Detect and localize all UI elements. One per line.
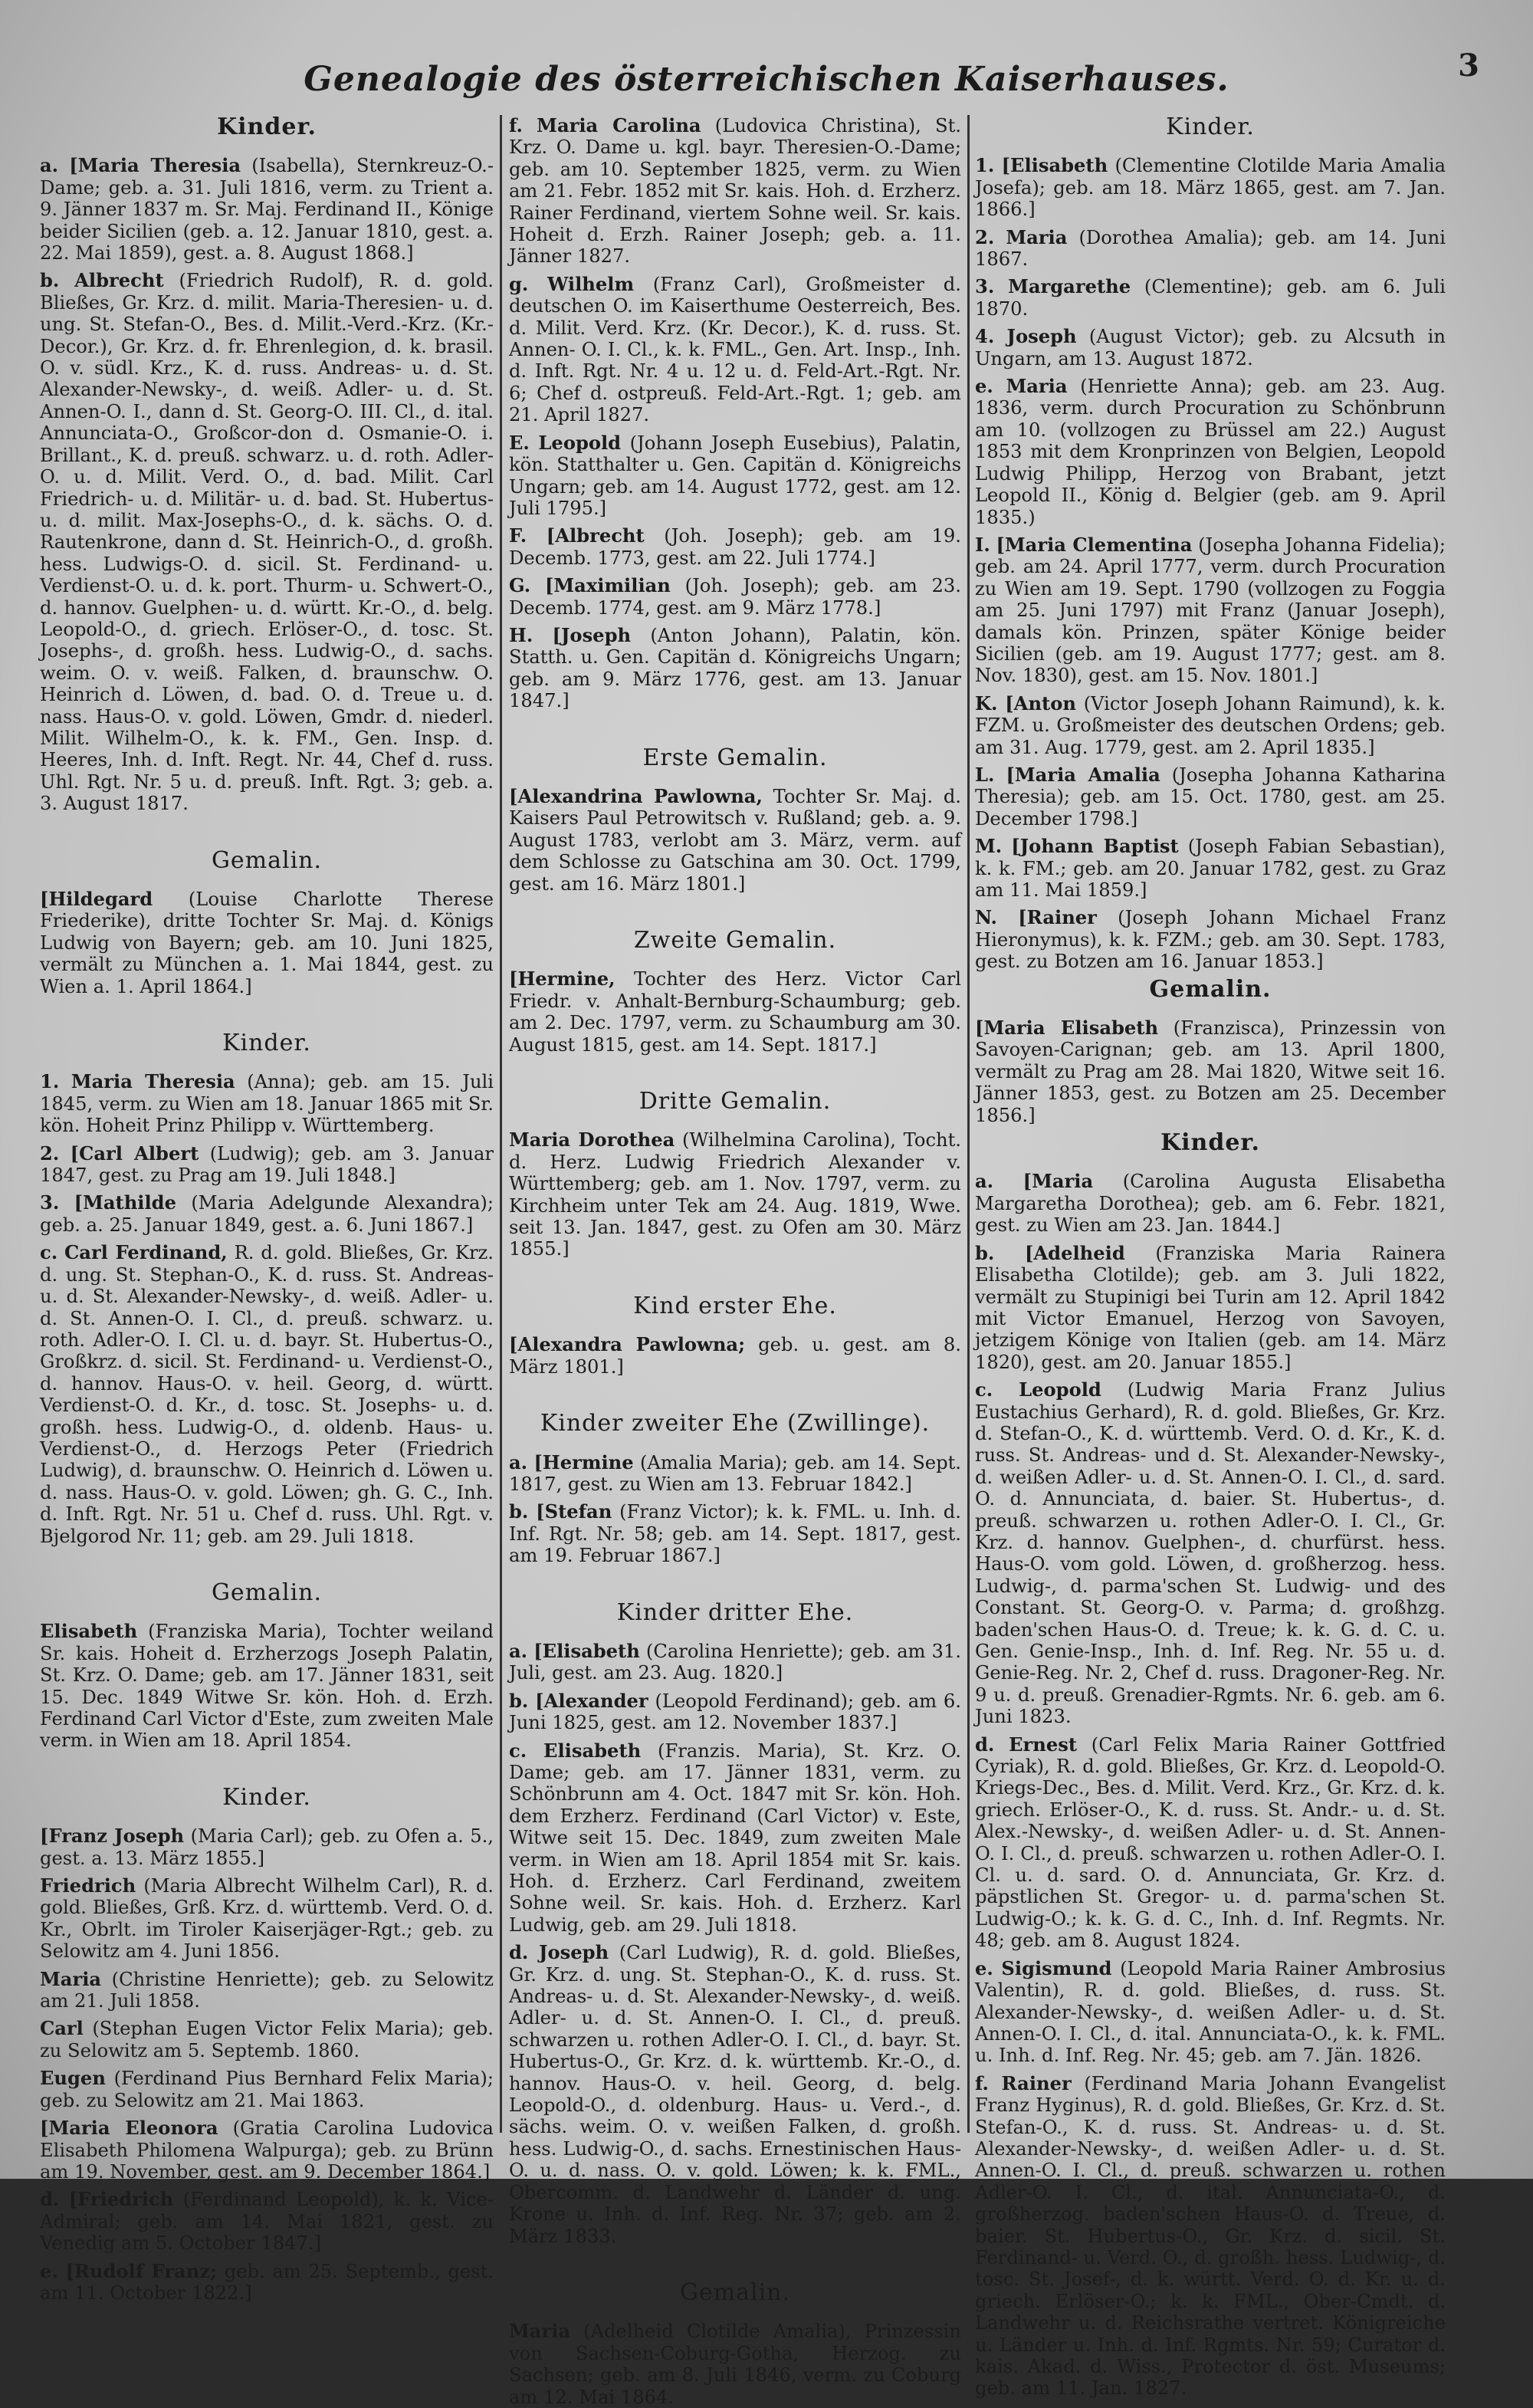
entry-name: Maria <box>40 1967 102 1990</box>
genealogy-entry <box>975 2073 1446 2400</box>
section-heading: Gemalin. <box>1149 975 1272 1003</box>
genealogy-entry <box>975 276 1446 320</box>
entry-name: Eugen <box>40 2067 106 2090</box>
entry-label: 1. <box>40 1070 60 1093</box>
genealogy-entry <box>975 693 1446 758</box>
entry-name: [Maria Eleonora <box>40 2117 218 2140</box>
entry-name: [Rainer <box>1018 906 1097 929</box>
entry-text: (Amalia Maria); geb. am 14. Sept. 1817, gest. zu Wien am 13. Februar 1842.] <box>509 1451 961 1495</box>
entry-text: Tochter des Herz. Victor Carl Friedr. v. Anhalt-Bernburg-Schaumburg; geb. am 2. Dec. 1797, verm. zu Schaumburg am 30. August 1815, gest. am 14. Sept. 1817.] <box>509 968 961 1056</box>
entry-text: (Franzisca), Prinzessin von Savoyen-Carignan; geb. am 13. April 1800, vermält zu Prag am 28. Mai 1820, Witwe seit 16. Jänner 1853, gest. zu Botzen am 25. December 1856.] <box>975 1017 1446 1126</box>
entry-text: (Anton Johann), Palatin, kön. Statth. u. Gen. Capitän d. Königreichs Ungarn; geb. am 9. März 1776, gest. am 13. Januar 1847.] <box>509 624 961 712</box>
entry-name: [Hildegard <box>40 888 153 910</box>
section-heading: Kinder. <box>1166 113 1255 140</box>
entry-label: 2. <box>975 225 995 248</box>
entry-text: (Ludwig Maria Franz Julius Eustachius Gerhard), R. d. gold. Bließes, Gr. Krz. d. Stefan-O., K. d. württemb. Verd. O. d. Kr., K. d. russ. St. Andreas- und d. St. Alexander-Newsky-, d. weißen Adler- u. d. St. Annen-O. I. Cl., d. sard. O. d. Annunciata, d. baier. St. Hubertus-, d. preuß. schwarzen u. rothen Adler-O. I. Cl., Gr. Krz. d. hannov. Guelphen-, d. churfürst. hess. Haus-O. vom gold. Löwen, d. großherzog. hess. Ludwig-, d. parma'schen St. Ludwig- und des Constant. St. Georg-O. v. Parma; d. großhzg. baden'schen Haus-O. d. Treue; k. k. G. d. C. u. Gen. Genie-Insp., Inh. d. Inf. Reg. Nr. 55 u. d. Genie-Reg. Nr. 2, Chef d. russ. Dragoner-Reg. Nr. 9 u. d. preuß. Grenadier-Rgmts. Nr. 6. geb. am 6. Juni 1823. <box>975 1379 1446 1728</box>
entry-name: [Friedrich <box>68 2188 174 2211</box>
genealogy-entry <box>975 836 1446 901</box>
entry-label: d. <box>975 1733 995 1756</box>
entry-text: (Anna); geb. am 15. Juli 1845, verm. zu Wien am 18. Januar 1865 mit Sr. kön. Hoheit Prinz Philipp v. Württemberg. <box>40 1071 494 1137</box>
genealogy-entry <box>509 1942 961 2247</box>
section-heading: Kinder. <box>222 1030 311 1057</box>
entry-label: b. <box>40 269 60 292</box>
entry-name: Elisabeth <box>40 1620 138 1643</box>
entry-text: (Franz Carl), Großmeister d. deutschen O. im Kaiserthume Oesterreich, Bes. d. Milit. Verd. Krz. (Kr. Decor.), K. d. russ. St. Annen- O. I. Cl., k. k. FML., Gen. Art. Insp., Inh. d. Inft. Rgt. Nr. 4 u. 12 u. d. Feld-Art.-Rgt. Nr. 6; Chef d. ostpreuß. Feld-Art.-Rgt. 1; geb. am 21. April 1827. <box>509 273 961 426</box>
entry-name: Joseph <box>1006 325 1077 348</box>
entry-text: (Christine Henriette); geb. zu Selowitz am 21. Juli 1858. <box>40 1968 494 2012</box>
entry-label: I. <box>975 533 990 556</box>
entry-text: (Maria Carl); geb. zu Ofen a. 5., gest. a. 13. März 1855.] <box>40 1825 494 1869</box>
entry-label: f. <box>509 114 523 136</box>
entry-name: [Anton <box>1005 692 1076 715</box>
page-title: Genealogie des österreichischen Kaiserhauses. <box>304 60 1229 99</box>
entry-name: Margarethe <box>1008 275 1131 298</box>
genealogy-entry <box>509 274 961 426</box>
entry-text: Tochter Sr. Maj. d. Kaisers Paul Petrowitsch v. Rußland; geb. a. 9. August 1783, verlobt am 3. März, verm. auf dem Schlosse zu Gatschina am 30. Oct. 1799, gest. am 16. März 1801.] <box>509 785 961 895</box>
genealogy-entry <box>40 2117 494 2183</box>
entry-name: Maria <box>1006 375 1068 398</box>
entry-text: (Joseph Johann Michael Franz Hieronymus), k. k. FZM.; geb. am 30. Sept. 1783, gest. zu Botzen am 16. Januar 1853.] <box>975 907 1446 973</box>
entry-text: (Josepha Johanna Katharina Theresia); geb. am 15. Oct. 1780, gest. am 25. December 1798.] <box>975 764 1446 829</box>
genealogy-entry <box>975 376 1446 528</box>
entry-name: Rainer <box>1001 2071 1072 2094</box>
genealogy-entry <box>509 625 961 712</box>
section-heading: Kinder zweiter Ehe (Zwillinge). <box>540 1410 931 1437</box>
entry-name: Leopold <box>1019 1378 1101 1401</box>
genealogy-entry <box>40 1825 494 1869</box>
entry-name: Sigismund <box>1001 1956 1112 1979</box>
entry-text: (Friedrich Rudolf), R. d. gold. Bließes, Gr. Krz. d. milit. Maria-Theresien- u. d. ung. St. Stefan-O., Bes. d. Milit.-Verd.-Krz. (Kr.-Decor.), Gr. Krz. d. fr. Ehrenlegion, d. k. brasil. O. v. südl. Krz., K. d. russ. Andreas- u. d. St. Alexander-Newsky-, d. weiß. Adler- u. d. St. Annen-O. I., dann d. St. Georg-O. III. Cl., d. ital. Annunciata-O., Großcor-don d. Osmanie-O. i. Brillant., K. d. preuß. schwarz. u. d. roth. Adler-O. u. d. Milit. Verd. O., d. bad. Milit. Carl Friedrich- u. d. Militär- u. d. bad. St. Hubertus- u. d. milit. Max-Josephs-O., d. k. sächs. O. d. Rautenkrone, dann d. St. Heinrich-O., d. großh. hess. Ludwigs-O. d. sicil. St. Ferdinand- u. Verdienst-O. u. d. k. port. Thurm- u. Schwert-O., d. hannov. Guelphen- u. d. württ. Kr.-O., d. belg. Leopold-O., d. griech. Erlöser-O., d. tosc. St. Josephs-, d. großh. hess. Ludwig-O., d. sachs. weim. O. v. weiß. Falken, d. braunschw. O. Heinrich d. Löwen, d. bad. O. d. Treue u. d. nass. Haus-O. v. gold. Löwen, Gmdr. d. niederl. Milit. Wilhelm-O., k. k. FM., Gen. Insp. d. Heeres, Inh. d. Inft. Regt. Nr. 44, Chef d. russ. Uhl. Rgt. Nr. 5 u. d. preuß. Inft. Rgt. 3; geb. a. 3. August 1817. <box>40 270 494 815</box>
entry-text: (Maria Albrecht Wilhelm Carl), R. d. gold. Bließes, Grß. Krz. d. württemb. Verd. O. d. Kr., Obrlt. im Tiroler Kaiserjäger-Rgt.; geb. zu Selowitz am 4. Juni 1856. <box>40 1875 494 1963</box>
entry-name: [Elisabeth <box>533 1639 640 1662</box>
entry-text: R. d. gold. Bließes, Gr. Krz. d. ung. St. Stephan-O., K. d. russ. St. Andreas- u. d. St. Alexander-Newsky-, d. weiß. Adler- u. d. St. Annen-O. I. Cl., d. preuß. schwarz. u. roth. Adler-O. I. Cl. u. d. bayr. St. Hubertus-O., Großkrz. d. sicil. St. Ferdinand- u. Verdienst-O., d. hannov. Haus-O. v. heil. Georg, d. württ. Verdienst-O. d. Kr., d. tosc. St. Josephs- u. d. großh. hess. Ludwig-O., d. oldenb. Haus- u. Verdienst-O., d. Herzogs Peter (Friedrich Ludwig), d. braunschw. O. Heinrich d. Löwen u. d. nass. Haus-O. v. gold. Löwen; gh. G. C., Inh. d. Inft. Rgt. Nr. 51 u. Chef d. russ. Uhl. Rgt. v. Bjelgorod Nr. 11; geb. am 29. Juli 1818. <box>40 1242 494 1547</box>
genealogy-entry <box>509 1452 961 1496</box>
entry-label: f. <box>975 2071 989 2094</box>
entry-name: [Maximilian <box>544 574 671 597</box>
section-heading: Kind erster Ehe. <box>633 1292 837 1319</box>
entry-text: (Ferdinand Maria Johann Evangelist Franz Hyginus), R. d. gold. Bließes, Gr. Krz. d. St. Stefan-O., K. d. russ. St. Andreas- u. d. St. Alexander-Newsky-, d. weißen Adler- u. d. St. Annen-O. I. Cl., d. preuß. schwarzen u. rothen Adler-O. I. Cl., d. ital. Annunciata-O., d. großherzog. baden'schen Haus-O. d. Treue, d. baier. St. Hubertus-O., Gr. Krz. d. sicil. St. Ferdinand- u. Verd. O., d. großh. hess. Ludwig-, d. tosc. St. Josef-, d. k. württ. Verd. O. d. Kr. u. d. griech. Erlöser-O.; k. k. FML., Ober-Cmdt. d. Landwehr u. d. Reichsrathe vertret. Königreiche u. Länder u. Inh. d. Inf. Rgmts. Nr. 59; Curator d. kais. Akad. d. Wiss., Protector d. öst. Museums; geb. am 11. Jan. 1827. <box>975 2072 1446 2400</box>
entry-label: e. <box>40 2259 58 2282</box>
entry-label: a. <box>509 1450 528 1473</box>
entry-label: N. <box>975 906 997 929</box>
entry-name: [Alexander <box>535 1689 648 1712</box>
entry-label: 3. <box>40 1191 60 1214</box>
genealogy-entry <box>40 1192 494 1236</box>
section-heading: Kinder. <box>222 1783 311 1811</box>
entry-name: Maria Theresia <box>71 1070 235 1093</box>
entry-text: (August Victor); geb. zu Alcsuth in Ungarn, am 13. August 1872. <box>975 326 1446 370</box>
genealogy-entry <box>975 1171 1446 1236</box>
section-heading: Erste Gemalin. <box>642 744 828 771</box>
genealogy-entry <box>975 155 1446 220</box>
entry-name: Leopold <box>538 431 622 454</box>
entry-text: (Carolina Henriette); geb. am 31. Juli, gest. am 23. Aug. 1820.] <box>509 1640 961 1684</box>
section-heading: Dritte Gemalin. <box>638 1088 832 1115</box>
genealogy-entry <box>40 1071 494 1136</box>
genealogy-entry <box>509 1334 961 1378</box>
section-heading: Kinder. <box>1160 1129 1260 1157</box>
entry-text: (Isabella), Sternkreuz-O.-Dame; geb. a. 31. Juli 1816, verm. zu Trient a. 9. Jänner 1837 m. Sr. Maj. Ferdinand II., Könige beider Sicilien (geb. a. 12. Januar 1810, gest. a. 22. Mai 1859), gest. a. 8. August 1868.] <box>40 155 494 264</box>
genealogy-entry <box>975 227 1446 271</box>
entry-name: [Maria Elisabeth <box>975 1017 1159 1040</box>
entry-text: (Maria Adelgunde Alexandra); geb. a. 25. Januar 1849, gest. a. 6. Juni 1867.] <box>40 1192 494 1236</box>
entry-text: (Franziska Maria Rainera Elisabetha Clotilde); geb. am 3. Juli 1822, vermält zu Stupinigi bei Turin am 12. April 1842 mit Victor Emanuel, Herzog von Savoyen, jetzigem Könige von Italien (geb. am 14. März 1820), gest. am 20. Januar 1855.] <box>975 1242 1446 1373</box>
entry-name: [Mathilde <box>74 1191 176 1214</box>
entry-name: [Johann Baptist <box>1011 835 1179 858</box>
genealogy-entry <box>40 1242 494 1547</box>
entry-label: 1. <box>975 154 995 177</box>
genealogy-entry <box>509 1501 961 1566</box>
section-heading: Gemalin. <box>211 846 323 874</box>
genealogy-entry <box>40 2018 494 2061</box>
entry-label: a. <box>509 1639 528 1662</box>
entry-text: (Ferdinand Pius Bernhard Felix Maria); geb. zu Selowitz am 21. Mai 1863. <box>40 2068 494 2111</box>
entry-text: (Carolina Augusta Elisabetha Margaretha Dorothea); geb. am 6. Febr. 1821, gest. zu Wien am 23. Jan. 1844.] <box>975 1171 1446 1237</box>
entry-name: Maria <box>1006 225 1068 248</box>
genealogy-entry <box>975 1379 1446 1728</box>
entry-label: b. <box>509 1500 529 1523</box>
entry-text: (Wilhelmina Carolina), Tocht. d. Herz. Ludwig Friedrich Alexander v. Württemberg; geb. am 1. Nov. 1797, verm. zu Kirchheim unter Tek am 24. Aug. 1819, Wwe. seit 13. Jan. 1847, gest. zu Ofen am 30. März 1855.] <box>509 1129 961 1260</box>
entry-name: [Franz Joseph <box>40 1825 185 1848</box>
entry-name: [Alexandrina Pawlowna, <box>509 784 763 807</box>
entry-name: [Elisabeth <box>1001 154 1108 177</box>
entry-label: a. <box>40 154 59 177</box>
genealogy-entry <box>975 1958 1446 2067</box>
entry-name: Elisabeth <box>543 1739 642 1762</box>
entry-text: (Dorothea Amalia); geb. am 14. Juni 1867. <box>975 226 1446 271</box>
entry-text: (Leopold Maria Rainer Ambrosius Valentin), R. d. gold. Bließes, d. russ. St. Alexander-Newsky-, d. weißen Adler- u. d. St. Annen-O. I. Cl., d. ital. Annunciata-O., k. k. FML. u. Inh. d. Inf. Reg. Nr. 45; geb. am 7. Jän. 1826. <box>975 1957 1446 2067</box>
entry-label: c. <box>509 1739 527 1762</box>
genealogy-entry <box>975 326 1446 370</box>
entry-text: (Louise Charlotte Therese Friederike), dritte Tochter Sr. Maj. d. Königs Ludwig von Bayern; geb. am 10. Juni 1825, vermält zu München a. 1. Mai 1844, gest. zu Wien a. 1. April 1864.] <box>40 889 494 997</box>
entry-text: (Stephan Eugen Victor Felix Maria); geb. zu Selowitz am 5. Septemb. 1860. <box>40 2018 494 2061</box>
entry-text: (Ferdinand Leopold), k. k. Vice-Admiral; geb. am 14. Mai 1821, gest. zu Venedig am 5. October 1847.] <box>40 2189 494 2255</box>
entry-label: e. <box>975 375 993 398</box>
entry-name: Albrecht <box>74 269 164 292</box>
middle-column <box>509 114 961 2408</box>
entry-name: [Hermine <box>533 1450 634 1473</box>
genealogy-entry <box>975 1734 1446 1952</box>
entry-text: (Franzis. Maria), St. Krz. O. Dame; geb. am 17. Jänner 1831, verm. zu Schönbrunn am 4. Oct. 1847 mit Sr. kön. Hoh. dem Erzherz. Ferdinand (Carl Victor) v. Este, Witwe seit 15. Dec. 1849, zum zweiten Male verm. in Wien am 18. April 1854 mit Sr. kais. Hoh. d. Erzherz. Carl Ferdinand, zweitem Sohne weil. Sr. kais. Hoh. d. Erzherz. Karl Ludwig, geb. am 29. Juli 1818. <box>509 1739 961 1936</box>
entry-text: (Clementine Clotilde Maria Amalia Josefa); geb. am 18. März 1865, gest. am 7. Jan. 1866.] <box>975 155 1446 221</box>
entry-text: (Leopold Ferdinand); geb. am 6. Juni 1825, gest. am 12. November 1837.] <box>509 1690 961 1734</box>
entry-name: [Stefan <box>536 1500 612 1523</box>
entry-label: d. <box>40 2188 60 2211</box>
genealogy-entry <box>509 1641 961 1684</box>
entry-name: [Hermine, <box>509 967 615 990</box>
entry-text: (Franziska Maria), Tochter weiland Sr. kais. Hoheit d. Erzherzogs Joseph Palatin, St. Krz. O. Dame; geb. am 17. Jänner 1831, seit 15. Dec. 1849 Witwe Sr. kön. Hoh. d. Erzh. Ferdinand Carl Victor d'Este, zum zweiten Male verm. in Wien am 18. April 1854. <box>40 1621 494 1752</box>
entry-label: b. <box>509 1689 529 1712</box>
genealogy-entry <box>509 575 961 619</box>
genealogy-entry <box>509 968 961 1056</box>
entry-name: Ernest <box>1009 1733 1078 1756</box>
genealogy-entry <box>509 2321 961 2408</box>
entry-label: d. <box>509 1941 529 1964</box>
entry-text: (Johann Joseph Eusebius), Palatin, kön. Statthalter u. Gen. Capitän d. Königreichs Ungarn; geb. am 14. August 1772, gest. am 12. Juli 1795.] <box>509 432 961 519</box>
entry-label: H. <box>509 623 533 646</box>
genealogy-entry <box>509 115 961 268</box>
entry-label: F. <box>509 524 527 547</box>
genealogy-entry <box>40 1969 494 2012</box>
entry-text: (Victor Joseph Johann Raimund), k. k. FZM. u. Großmeister des deutschen Ordens; geb. am 31. Aug. 1779, gest. am 2. April 1835.] <box>975 692 1446 758</box>
entry-text: (Ludovica Christina), St. Krz. O. Dame u. kgl. bayr. Theresien-O.-Dame; geb. am 10. September 1825, verm. zu Wien am 21. Febr. 1852 mit Sr. kais. Hoh. d. Erzherz. Rainer Ferdinand, viertem Sohne weil. Sr. kais. Hoheit d. Erzh. Rainer Joseph; geb. a. 11. Jänner 1827. <box>509 115 961 268</box>
entry-name: Maria Dorothea <box>509 1128 675 1151</box>
entry-label: a. <box>975 1170 994 1193</box>
genealogy-entry <box>509 1740 961 1937</box>
entry-text: (Joh. Joseph); geb. am 23. Decemb. 1774, gest. am 9. März 1778.] <box>509 575 961 619</box>
genealogy-entry <box>509 1129 961 1260</box>
section-heading: Gemalin. <box>211 1579 323 1606</box>
genealogy-entry <box>509 1690 961 1734</box>
entry-label: G. <box>509 574 531 597</box>
entry-name: Carl Ferdinand, <box>64 1241 228 1264</box>
entry-name: [Carl Albert <box>70 1142 199 1165</box>
entry-label: 2. <box>40 1142 60 1165</box>
genealogy-entry <box>509 786 961 895</box>
entry-label: 4. <box>975 325 995 348</box>
genealogy-entry <box>40 270 494 814</box>
right-column <box>975 113 1446 2400</box>
entry-text: (Franz Victor); k. k. FML. u. Inh. d. Inf. Rgt. Nr. 58; geb. am 14. Sept. 1817, gest. am 19. Februar 1867.] <box>509 1501 961 1567</box>
entry-text: geb. am 25. Septemb., gest. am 11. October 1822.] <box>40 2260 494 2304</box>
entry-name: Wilhelm <box>547 272 635 295</box>
entry-label: M. <box>975 835 1003 858</box>
entry-name: [Alexandra Pawlowna; <box>509 1333 746 1356</box>
entry-text: (Gratia Carolina Ludovica Elisabeth Philomena Walpurga); geb. zu Brünn am 19. November, gest. am 9. December 1864.] <box>40 2117 494 2183</box>
genealogy-entry <box>975 907 1446 972</box>
entry-text: (Joseph Fabian Sebastian), k. k. FM.; geb. am 20. Januar 1782, gest. zu Graz am 11. Mai 1859.] <box>975 836 1446 901</box>
entry-label: c. <box>40 1241 58 1264</box>
entry-name: [Joseph <box>552 623 632 646</box>
entry-name: [Maria <box>1023 1170 1094 1193</box>
column-divider <box>500 115 502 2133</box>
entry-name: Maria <box>509 2320 571 2343</box>
section-heading: Zweite Gemalin. <box>633 927 837 954</box>
entry-text: (Carl Felix Maria Rainer Gottfried Cyriak), R. d. gold. Bließes, Gr. Krz. d. Leopold-O. Kriegs-Dec., Bes. d. Milit. Verd. Krz., Gr. Krz. d. k. griech. Erlöser-O., K. d. russ. St. Andr.- u. d. St. Alex.-Newsky-, d. weißen Adler- u. d. St. Annen-O. I. Cl., d. preuß. schwarzen u. rothen Adler-O. I. Cl. u. d. sard. O. d. Annunciata, Gr. Krz. d. päpstlichen St. Gregor- u. d. parma'schen St. Ludwig-O.; k. k. G. d. C., Inh. d. Inf. Regmts. Nr. 48; geb. am 8. August 1824. <box>975 1733 1446 1952</box>
genealogy-entry <box>975 534 1446 687</box>
entry-text: (Josepha Johanna Fidelia); geb. am 24. April 1777, verm. durch Procuration zu Wien am 19. Sept. 1790 (vollzogen zu Foggia am 25. Juni 1797) mit Franz (Januar Joseph), damals kön. Prinzen, später Könige beider Sicilien (geb. am 19. August 1777; gest. am 8. Nov. 1830), gest. am 15. Nov. 1801.] <box>975 534 1446 687</box>
entry-text: (Joh. Joseph); geb. am 19. Decemb. 1773, gest. am 22. Juli 1774.] <box>509 525 961 569</box>
entry-text: geb. u. gest. am 8. März 1801.] <box>509 1334 961 1378</box>
left-column <box>40 113 494 2304</box>
entry-name: Friedrich <box>40 1874 136 1897</box>
genealogy-entry <box>40 889 494 997</box>
genealogy-entry <box>975 1017 1446 1126</box>
section-heading: Kinder dritter Ehe. <box>616 1598 854 1626</box>
page-number: 3 <box>1458 48 1479 84</box>
entry-name: Joseph <box>539 1941 609 1964</box>
entry-name: [Adelheid <box>1024 1241 1125 1264</box>
genealogy-entry <box>40 1621 494 1751</box>
entry-label: b. <box>975 1241 995 1264</box>
genealogy-entry <box>975 764 1446 829</box>
entry-text: (Henriette Anna); geb. am 23. Aug. 1836, verm. durch Procuration zu Schönbrunn am 10. (vollzogen zu Brüssel am 22.) August 1853 mit dem Kronprinzen von Belgien, Leopold Ludwig Philipp, Herzog von Brabant, jetzt Leopold II., König d. Belgier (geb. am 9. April 1835.) <box>975 376 1446 528</box>
entry-name: [Maria Amalia <box>1006 763 1160 786</box>
entry-text: (Ludwig); geb. am 3. Januar 1847, gest. zu Prag am 19. Juli 1848.] <box>40 1142 494 1187</box>
section-heading: Kinder. <box>217 113 317 140</box>
genealogy-entry <box>509 525 961 569</box>
column-divider <box>967 115 970 2133</box>
section-heading: Gemalin. <box>679 2278 791 2306</box>
entry-label: L. <box>975 763 995 786</box>
entry-name: [Maria Theresia <box>69 154 241 177</box>
entry-name: [Albrecht <box>546 524 645 547</box>
entry-label: c. <box>975 1378 993 1401</box>
entry-text: (Clementine); geb. am 6. Juli 1870. <box>975 276 1446 320</box>
entry-name: Maria Carolina <box>537 114 701 136</box>
entry-name: Carl <box>40 2017 84 2040</box>
entry-text: (Carl Ludwig), R. d. gold. Bließes, Gr. Krz. d. ung. St. Stephan-O., K. d. russ. St. Andreas- u. d. St. Alexander-Newsky-, d. weiß. Adler- u. d. St. Annen-O. I. Cl., d. preuß. schwarzen u. rothen Adler-O. I. Cl., d. bayr. St. Hubertus-O., Gr. Krz. d. k. württemb. Kr.-O., d. hannov. Haus-O. v. heil. Georg, d. belg. Leopold-O., d. oldenburg. Haus- u. Verd.-, d. sächs. weim. O. v. weißen Falken, d. großh. hess. Ludwig-O., d. sachs. Ernestinischen Haus-O. u. d. nass. O. v. gold. Löwen; k. k. FML., Obercomm. d. Landwehr d. Länder d. ung. Krone u. Inh. d. Inf. Reg. Nr. 37; geb. am 2. März 1833. <box>509 1942 961 2247</box>
genealogy-entry <box>40 1875 494 1963</box>
genealogy-entry <box>40 2189 494 2254</box>
genealogy-entry <box>40 2261 494 2305</box>
genealogy-entry <box>40 155 494 264</box>
entry-label: g. <box>509 272 529 295</box>
genealogy-entry <box>40 1143 494 1187</box>
entry-label: e. <box>975 1956 993 1979</box>
genealogy-entry <box>509 432 961 520</box>
genealogy-entry <box>40 2068 494 2111</box>
entry-label: 3. <box>975 275 995 298</box>
entry-label: K. <box>975 692 998 715</box>
entry-label: E. <box>509 431 530 454</box>
entry-name: [Rudolf Franz; <box>65 2259 218 2282</box>
entry-text: (Adelheid Clotilde Amalia), Prinzessin von Sachsen-Coburg-Gotha, Herzog. zu Sachsen; geb. am 8. Juli 1846, verm. zu Coburg am 12. Mai 1864. <box>509 2321 961 2408</box>
entry-name: [Maria Clementina <box>996 533 1193 556</box>
genealogy-entry <box>975 1243 1446 1373</box>
